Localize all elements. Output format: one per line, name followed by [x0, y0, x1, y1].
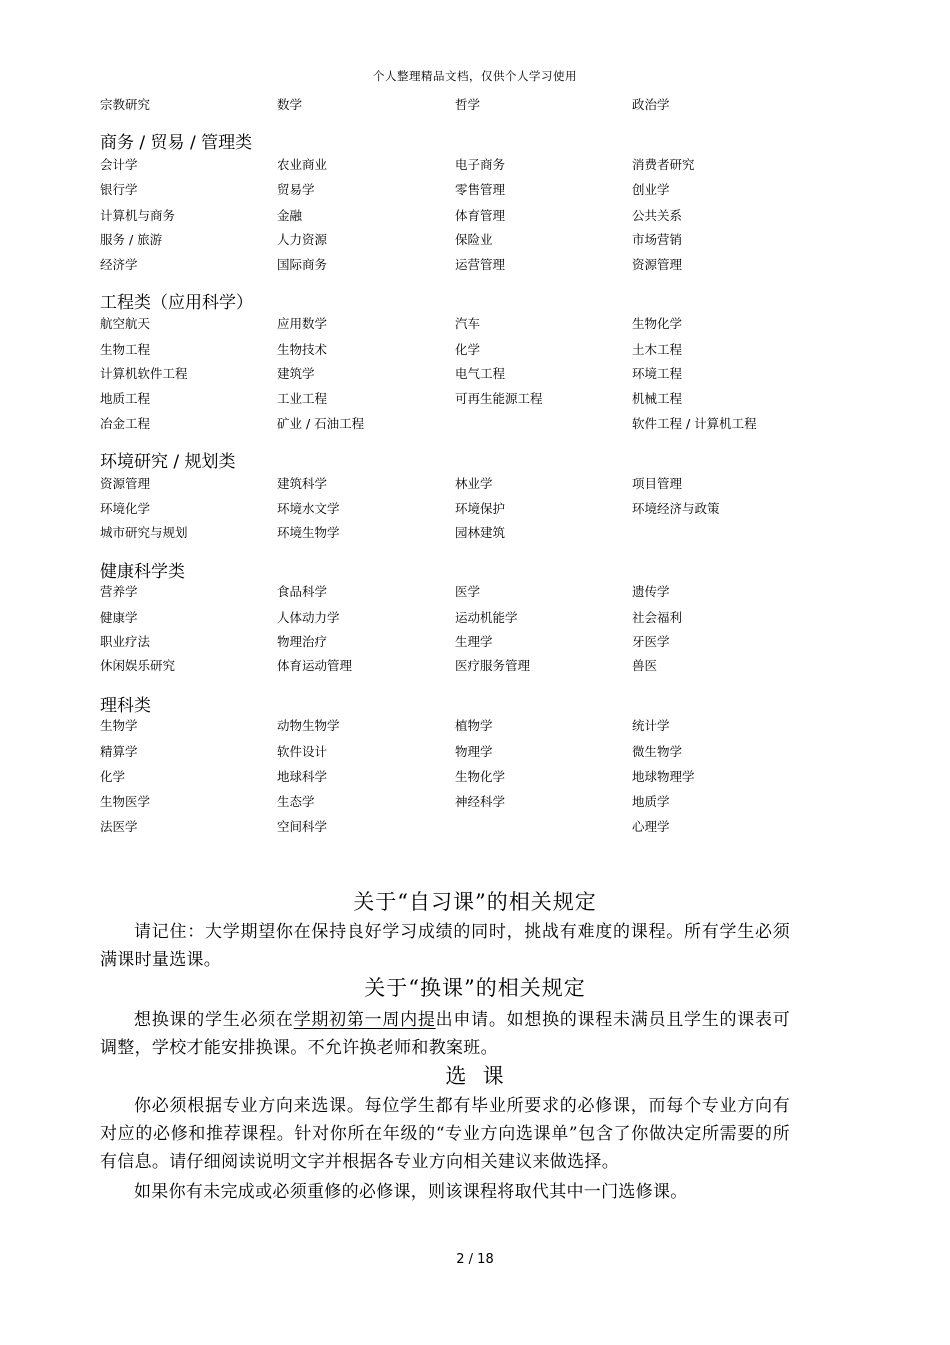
- major-cell: 营养学: [100, 584, 138, 599]
- major-cell: 植物学: [455, 718, 493, 733]
- major-cell: 公共关系: [632, 208, 683, 223]
- section-title-course-selection: 选 课: [445, 1064, 505, 1088]
- major-cell: 工业工程: [277, 391, 328, 406]
- major-cell: 空间科学: [277, 819, 328, 834]
- major-cell: 体育管理: [455, 208, 506, 223]
- major-cell: 生物学: [100, 718, 138, 733]
- section-para-self-study: 请记住：大学期望你在保持良好学习成绩的同时，挑战有难度的课程。所有学生必须满课时量选课。: [100, 922, 790, 970]
- major-cell: 化学: [455, 342, 481, 357]
- major-cell: 心理学: [632, 819, 670, 834]
- major-cell: 物理学: [455, 744, 493, 759]
- major-cell: 应用数学: [277, 316, 328, 331]
- major-cell: 地球科学: [277, 769, 328, 784]
- major-cell: 林业学: [455, 476, 493, 491]
- major-cell: 生物技术: [277, 342, 328, 357]
- major-cell: 生物医学: [100, 794, 151, 809]
- major-cell: 零售管理: [455, 182, 506, 197]
- major-cell: 体育运动管理: [277, 658, 353, 673]
- category-title-science: 理科类: [100, 696, 151, 716]
- section-title-self-study: 关于“自习课”的相关规定: [353, 890, 597, 914]
- major-cell: 资源管理: [100, 476, 151, 491]
- major-cell: 人力资源: [277, 232, 328, 247]
- major-cell: 园林建筑: [455, 525, 506, 540]
- major-cell: 生物工程: [100, 342, 151, 357]
- major-cell: 可再生能源工程: [455, 391, 543, 406]
- major-cell: 环境保护: [455, 501, 506, 516]
- major-cell: 生物化学: [632, 316, 683, 331]
- category-title-engineering: 工程类（应用科学）: [100, 293, 253, 313]
- major-cell: 建筑学: [277, 366, 315, 381]
- category-title-health: 健康科学类: [100, 562, 185, 582]
- major-cell: 城市研究与规划: [100, 525, 188, 540]
- major-cell: 数学: [277, 97, 303, 112]
- major-cell: 计算机软件工程: [100, 366, 188, 381]
- major-cell: 环境化学: [100, 501, 151, 516]
- major-cell: 创业学: [632, 182, 670, 197]
- major-cell: 航空航天: [100, 316, 151, 331]
- major-cell: 矿业 / 石油工程: [277, 416, 365, 431]
- major-cell: 会计学: [100, 157, 138, 172]
- major-cell: 银行学: [100, 182, 138, 197]
- major-cell: 牙医学: [632, 634, 670, 649]
- section-para-course-selection-2: 如果你有未完成或必须重修的必修课，则该课程将取代其中一门选修课。: [134, 1182, 688, 1202]
- major-cell: 国际商务: [277, 257, 328, 272]
- major-cell: 消费者研究: [632, 157, 695, 172]
- major-cell: 法医学: [100, 819, 138, 834]
- major-cell: 运营管理: [455, 257, 506, 272]
- major-cell: 环境水文学: [277, 501, 340, 516]
- major-cell: 地质学: [632, 794, 670, 809]
- major-cell: 建筑科学: [277, 476, 328, 491]
- major-cell: 土木工程: [632, 342, 683, 357]
- para-text: 出申请。如想换的课程未满员且学生的课表可调整，学校才能安排换课。不允许换老师和教案班。: [100, 1010, 791, 1058]
- major-cell: 动物生物学: [277, 718, 340, 733]
- major-cell: 环境生物学: [277, 525, 340, 540]
- major-cell: 经济学: [100, 257, 138, 272]
- major-cell: 贸易学: [277, 182, 315, 197]
- underlined-text: 学期初第一周内提: [293, 1010, 436, 1030]
- major-cell: 人体动力学: [277, 610, 340, 625]
- major-cell: 遗传学: [632, 584, 670, 599]
- major-cell: 医疗服务管理: [455, 658, 531, 673]
- major-cell: 生态学: [277, 794, 315, 809]
- page-number: 2 / 18: [456, 1252, 494, 1267]
- major-cell: 软件设计: [277, 744, 328, 759]
- section-title-course-change: 关于“换课”的相关规定: [364, 976, 586, 1000]
- major-cell: 市场营销: [632, 232, 683, 247]
- major-cell: 生理学: [455, 634, 493, 649]
- major-cell: 休闲娱乐研究: [100, 658, 176, 673]
- major-cell: 环境经济与政策: [632, 501, 720, 516]
- major-cell: 微生物学: [632, 744, 683, 759]
- section-para-course-change: [100, 1006, 790, 1062]
- major-cell: 资源管理: [632, 257, 683, 272]
- major-cell: 生物化学: [455, 769, 506, 784]
- category-title-business: 商务 / 贸易 / 管理类: [100, 133, 253, 153]
- major-cell: 计算机与商务: [100, 208, 176, 223]
- major-cell: 神经科学: [455, 794, 506, 809]
- major-cell: 运动机能学: [455, 610, 518, 625]
- major-cell: 化学: [100, 769, 126, 784]
- page-header: 个人整理精品文档，仅供个人学习使用: [373, 69, 577, 83]
- major-cell: 政治学: [632, 97, 670, 112]
- major-cell: 职业疗法: [100, 634, 151, 649]
- major-cell: 食品科学: [277, 584, 328, 599]
- major-cell: 环境工程: [632, 366, 683, 381]
- major-cell: 健康学: [100, 610, 138, 625]
- major-cell: 机械工程: [632, 391, 683, 406]
- major-cell: 医学: [455, 584, 481, 599]
- major-cell: 统计学: [632, 718, 670, 733]
- major-cell: 精算学: [100, 744, 138, 759]
- para-text: 想换课的学生必须在: [134, 1010, 294, 1030]
- major-cell: 保险业: [455, 232, 493, 247]
- major-cell: 服务 / 旅游: [100, 232, 163, 247]
- major-cell: 汽车: [455, 316, 481, 331]
- major-cell: 物理治疗: [277, 634, 328, 649]
- major-cell: 冶金工程: [100, 416, 151, 431]
- major-cell: 项目管理: [632, 476, 683, 491]
- section-para-course-selection-1: 你必须根据专业方向来选课。每位学生都有毕业所要求的必修课，而每个专业方向有对应的必修和推荐课程。针对你所在年级的“专业方向选课单”包含了你做决定所需要的所有信息。请仔细阅读说明文字并根据各专业方向相关建议来做选择。: [100, 1096, 790, 1172]
- major-cell: 地质工程: [100, 391, 151, 406]
- major-cell: 兽医: [632, 658, 658, 673]
- major-cell: 地球物理学: [632, 769, 695, 784]
- major-cell: 哲学: [455, 97, 481, 112]
- major-cell: 电气工程: [455, 366, 506, 381]
- major-cell: 金融: [277, 208, 303, 223]
- major-cell: 农业商业: [277, 157, 328, 172]
- major-cell: 社会福利: [632, 610, 683, 625]
- major-cell: 宗教研究: [100, 97, 151, 112]
- major-cell: 电子商务: [455, 157, 506, 172]
- major-cell: 软件工程 / 计算机工程: [632, 416, 757, 431]
- category-title-environment: 环境研究 / 规划类: [100, 452, 236, 472]
